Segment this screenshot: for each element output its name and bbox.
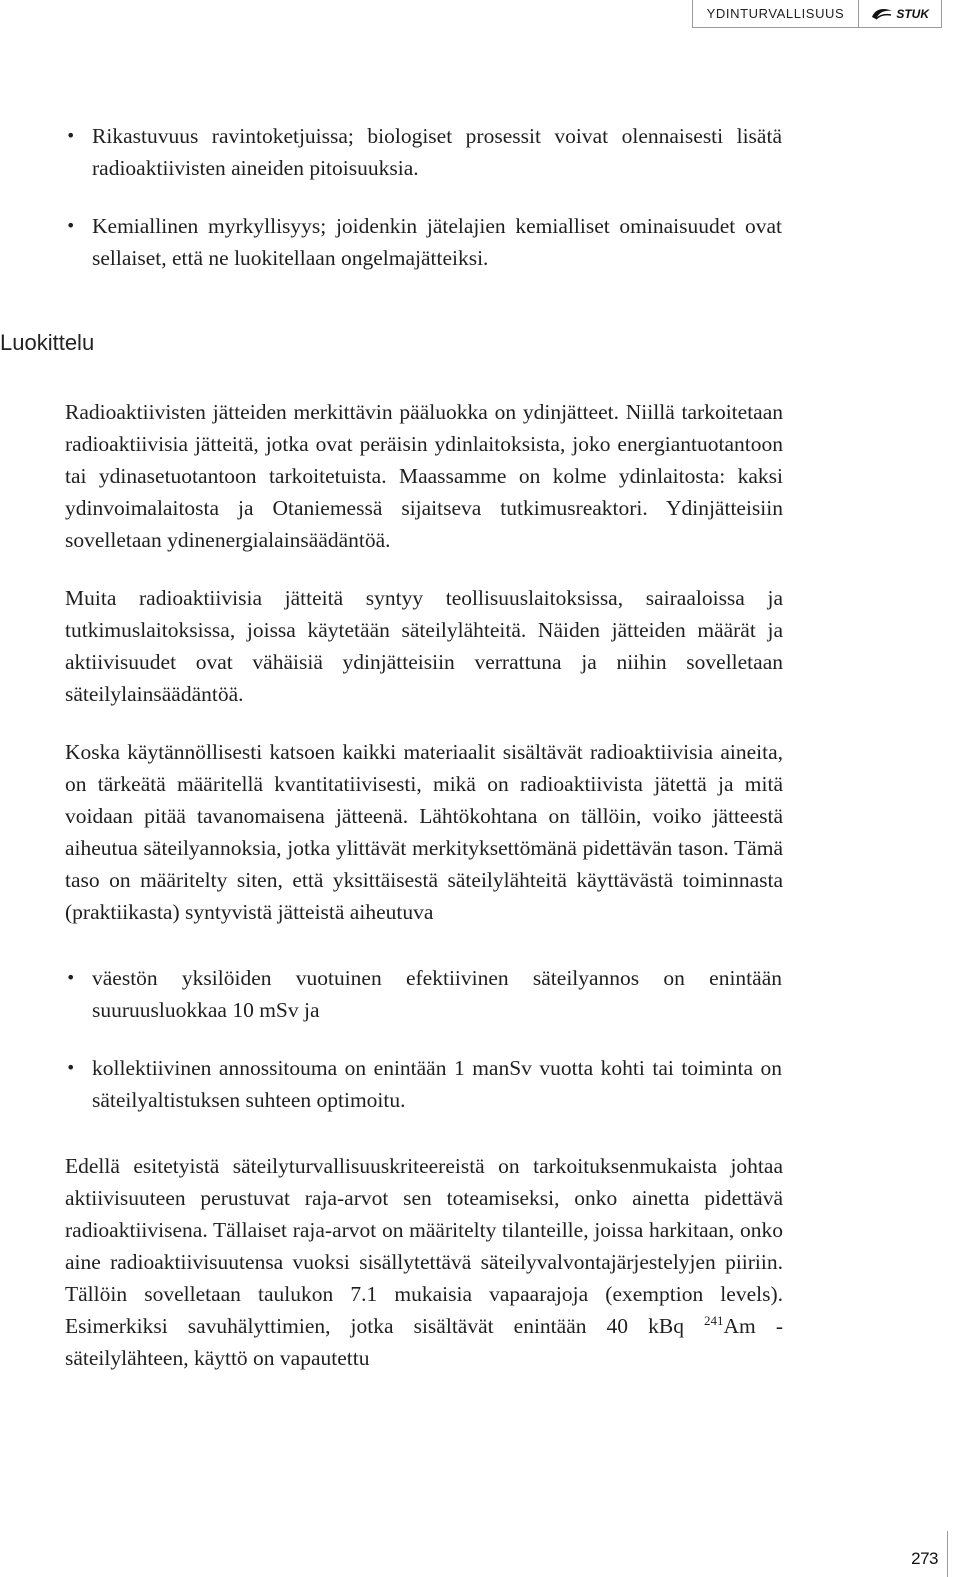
stuk-logo-icon	[871, 7, 893, 21]
list-item	[66, 1052, 782, 1116]
paragraph-text: Am -säteilylähteen, käyttö on vapautettu	[65, 1314, 783, 1370]
paragraph: Radioaktiivisten jätteiden merkittävin pääluokka on ydinjätteet. Niillä tarkoitetaan radioaktiivisia jätteitä, jotka ovat peräisin ydinlaitoksista, joko energiantuotantoon tai ydinasetuotantoon tarkoitetuista. Maassamme on kolme ydinlaitosta: kaksi ydinvoimalaitosta ja Otaniemessä sijaitseva tutkimusreaktori. Ydinjätteisiin sovelletaan ydinenergialainsäädäntöä.	[65, 400, 783, 552]
bullet-icon: •	[66, 216, 76, 235]
stuk-logo	[859, 0, 941, 27]
bullet-list	[0, 962, 960, 1116]
section-heading: Luokittelu	[0, 330, 95, 355]
list-item-text: Kemiallinen myrkyllisyys; joidenkin jätelajien kemialliset ominaisuudet ovat sellaiset, että ne luokitellaan ongelmajätteiksi.	[92, 214, 782, 270]
list-item	[66, 962, 782, 1026]
list-item-text: väestön yksilöiden vuotuinen efektiivinen säteilyannos on enintään suuruusluokkaa 10 mSv ja	[92, 966, 782, 1022]
paragraph-text: Edellä esitetyistä säteilyturvallisuuskriteereistä on tarkoituksenmukaista johtaa aktiivisuuteen perustuvat raja-arvot sen toteamiseksi, onko ainetta pidettävä radioaktiivisena. Tällaiset raja-arvot on määritelty tilanteille, joissa harkitaan, onko aine radioaktiivisuutensa vuoksi sisällytettävä säteilyvalvontajärjestelyjen piiriin. Tällöin sovelletaan taulukon 7.1 mukaisia vapaarajoja (exemption levels). Esimerkiksi savuhälyttimien, jotka sisältävät enintään 40 kBq	[65, 1154, 783, 1338]
bullet-icon: •	[66, 1058, 76, 1077]
paragraph: Muita radioaktiivisia jätteitä syntyy teollisuuslaitoksissa, sairaaloissa ja tutkimuslaitoksissa, joissa käytetään säteilylähteitä. Näiden jätteiden määrät ja aktiivisuudet ovat vähäisiä ydinjätteisiin verrattuna ja niihin sovelletaan säteilylainsäädäntöä.	[65, 586, 783, 706]
page-number-divider	[947, 1531, 948, 1577]
paragraph: Koska käytännöllisesti katsoen kaikki materiaalit sisältävät radioaktiivisia aineita, on tärkeätä määritellä kvantitatiivisesti, mikä on radioaktiivista jätettä ja mitä voidaan pitää tavanomaisena jätteenä. Lähtökohtana on tällöin, voiko jätteestä aiheutua säteilyannoksia, jotka ylittävät merkityksettömänä pidettävän tason. Tämä taso on määritelty siten, että yksittäisestä säteilylähteitä käyttävästä toiminnasta (praktiikasta) syntyvistä jätteistä aiheutuva	[65, 740, 783, 924]
header-section-label: YDINTURVALLISUUS	[693, 0, 860, 27]
page-header	[692, 0, 942, 28]
page-content	[0, 120, 960, 1400]
list-item-text: Rikastuvuus ravintoketjuissa; biologiset prosessit voivat olennaisesti lisätä radioaktiivisten aineiden pitoisuuksia.	[92, 124, 782, 180]
paragraph-final	[65, 1150, 783, 1374]
list-item	[66, 120, 782, 184]
isotope-mass-number: 241	[704, 1313, 724, 1328]
list-item-text: kollektiivinen annossitouma on enintään 1 manSv vuotta kohti tai toiminta on säteilyaltistuksen suhteen optimoitu.	[92, 1056, 782, 1112]
bullet-icon: •	[66, 126, 76, 145]
list-item	[66, 210, 782, 274]
page-number: 273	[911, 1549, 938, 1568]
bullet-icon: •	[66, 968, 76, 987]
logo-text: STUK	[896, 6, 929, 21]
